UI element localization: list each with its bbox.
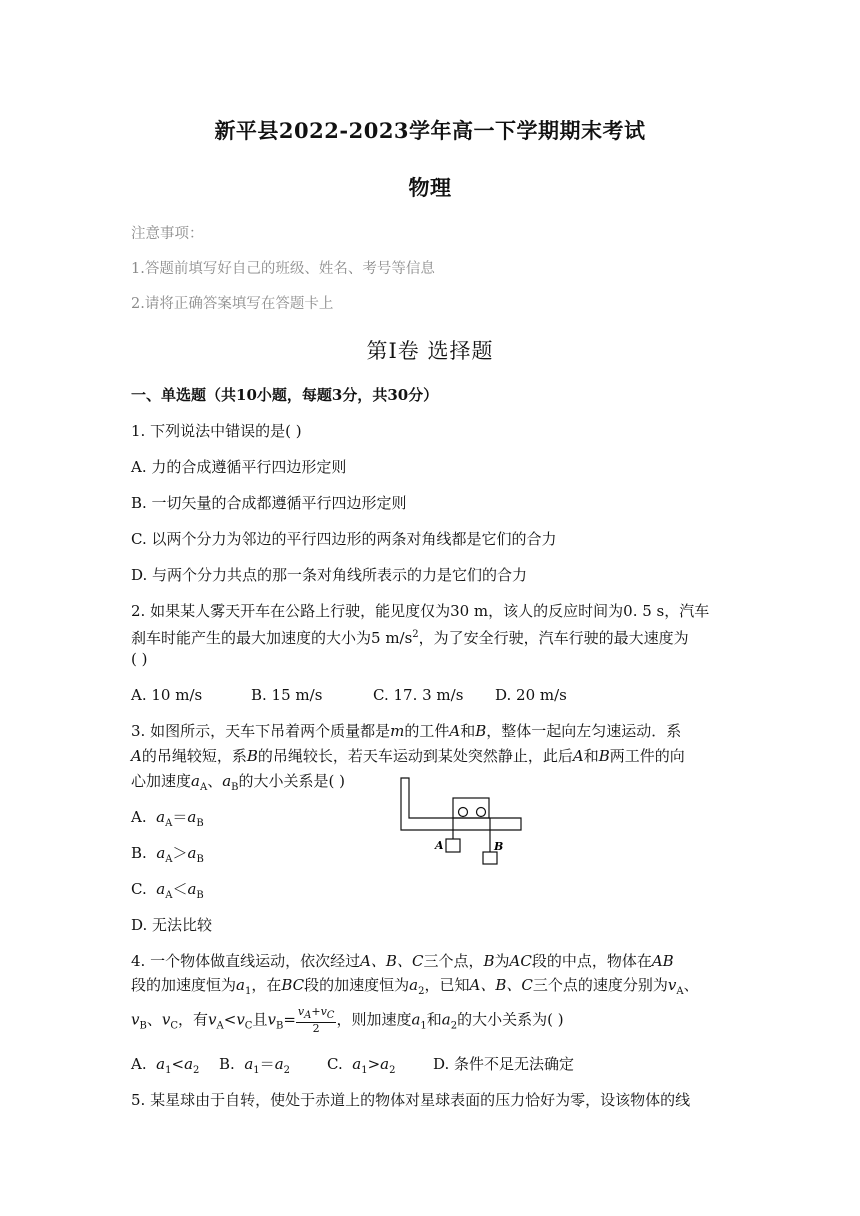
q3-sub: A (165, 818, 173, 829)
volume-title: 第Ⅰ卷 选择题 (366, 339, 494, 363)
crane-beam (401, 778, 521, 830)
subject-title: 物理 (408, 175, 452, 200)
q3-text: 和 (583, 747, 599, 765)
q4-sub: B (275, 1020, 284, 1032)
q3-var-a: A (131, 747, 142, 765)
q3-option-d: D. 无法比较 (131, 916, 213, 934)
q3-text: ，整体一起向左匀速运动．系 (486, 722, 682, 740)
block-b (483, 852, 497, 864)
q4-sub: B (139, 1020, 147, 1032)
q2-option-b: B. 15 m/s (251, 686, 323, 704)
q4-var: v (267, 1010, 276, 1029)
q4-fraction (296, 1006, 337, 1035)
q4-var: v (667, 976, 677, 994)
q4-text: 为 (494, 952, 510, 970)
q4-text: 4. 一个物体做直线运动，依次经过 (131, 952, 361, 970)
q4-var: v (320, 1005, 327, 1018)
q3-var: a (187, 880, 197, 898)
q3-sub: A (165, 854, 173, 865)
q4-stem-line1 (131, 951, 731, 971)
trolley-wheel (477, 808, 486, 817)
q4-var: v (297, 1005, 305, 1018)
q4-var: a (380, 1055, 390, 1073)
q4-options (131, 1054, 731, 1081)
q4-option-d: D. 条件不足无法确定 (433, 1055, 575, 1073)
q3-text: 心加速度 (131, 772, 192, 790)
q3-rel: ＜ (172, 880, 188, 898)
q3-var-m: m (390, 722, 405, 740)
q4-rel: > (367, 1055, 381, 1073)
q4-var: a (409, 976, 419, 994)
q4-text: 的大小关系为( ) (457, 1010, 564, 1029)
q4-text: ，在 (251, 976, 282, 994)
q3-var: a (187, 844, 197, 862)
q4-option-c (327, 1054, 433, 1081)
q3-var-b: B (475, 722, 487, 740)
q4-var: BC (281, 976, 305, 994)
block-a (446, 839, 460, 852)
q2-option-c: C. 17. 3 m/s (373, 686, 464, 704)
q4-sub: C (170, 1020, 178, 1032)
q4-text: 和 (426, 1010, 442, 1029)
q3-text: 和 (460, 722, 476, 740)
q4-sub: 1 (244, 986, 252, 997)
q4-stem-line3 (131, 1006, 731, 1040)
q4-sub: 2 (418, 986, 425, 997)
q4-option-label: B. (219, 1055, 235, 1073)
q3-sub: B (231, 782, 239, 793)
q4-sub: 2 (450, 1020, 458, 1032)
q4-var: B (483, 952, 495, 970)
q3-sub: B (196, 854, 204, 865)
q4-var: a (236, 976, 245, 994)
q3-stem-line1 (131, 721, 731, 741)
q3-text: 的吊绳较长，若天车运动到某处突然静止，此后 (257, 747, 573, 765)
q2-option-d: D. 20 m/s (495, 686, 567, 704)
q4-text: 、 (146, 1010, 162, 1029)
q4-rel: < (171, 1055, 185, 1073)
q3-sub: A (199, 782, 208, 793)
q3-text: 的工件 (404, 722, 450, 740)
q3-var-a-accel: a (191, 772, 200, 790)
q3-text: 两工件的向 (609, 747, 685, 765)
crane-figure (395, 770, 535, 870)
q4-text: ，有 (178, 1010, 209, 1029)
q2-exponent: 2 (412, 629, 419, 640)
q4-sub: 2 (283, 1065, 291, 1076)
q3-var: a (156, 808, 166, 826)
q3-text: 、 (207, 772, 223, 790)
q2-text: ，为了安全行驶，汽车行驶的最大速度为 (418, 629, 689, 647)
q4-var: a (411, 1010, 421, 1029)
section-title: 一、单选题（共10小题，每题3分，共30分） (131, 386, 439, 404)
q4-points: A、B、C (469, 976, 533, 994)
q4-text: 且 (252, 1010, 268, 1029)
q4-sub: 1 (361, 1065, 368, 1076)
notice-heading: 注意事项： (131, 226, 204, 242)
q4-var: AC (509, 952, 532, 970)
q4-text: 段的加速度恒为 (304, 976, 410, 994)
q4-option-b (219, 1054, 327, 1081)
q4-var: v (161, 1010, 171, 1029)
q4-rel: ＝ (259, 1055, 275, 1073)
q4-text: 三个点的速度分别为 (532, 976, 668, 994)
q3-text: 的大小关系是( ) (238, 772, 346, 790)
q4-var: a (274, 1055, 284, 1073)
q4-sub: 1 (420, 1020, 427, 1032)
notice-item-1: 1.答题前填写好自己的班级、姓名、考号等信息 (131, 261, 435, 277)
q3-var: a (187, 808, 197, 826)
q4-var: v (131, 1010, 140, 1029)
q4-var: a (156, 1055, 166, 1073)
q4-sub: A (216, 1020, 224, 1032)
q1-option-a: A. 力的合成遵循平行四边形定则 (131, 458, 347, 476)
q3-var: a (156, 844, 166, 862)
q2-stem-line1: 2. 如果某人雾天开车在公路上行驶，能见度仅为30 m，该人的反应时间为0. 5 s，汽车 (131, 602, 710, 620)
q2-text: 刹车时能产生的最大加速度的大小为5 m/s (131, 629, 413, 647)
q2-stem-line2 (131, 625, 731, 648)
q3-var-a: A (449, 722, 461, 740)
q4-text: 段的加速度恒为 (131, 976, 237, 994)
q4-frac-numerator (296, 1006, 337, 1023)
q4-frac-denominator: 2 (312, 1022, 320, 1036)
q4-sub: 2 (389, 1065, 396, 1076)
q4-sub: 1 (253, 1065, 260, 1076)
q4-var: a (184, 1055, 194, 1073)
q3-option-label: C. (131, 880, 147, 898)
q4-text: 三个点， (423, 952, 484, 970)
q4-sub: 2 (193, 1065, 200, 1076)
q4-text: 段的中点，物体在 (531, 952, 652, 970)
q4-points: A、B、C (360, 952, 424, 970)
q4-sub: C (244, 1020, 253, 1032)
q1-option-d: D. 与两个分力共点的那一条对角线所表示的力是它们的合力 (131, 566, 528, 584)
trolley-wheel (459, 808, 468, 817)
notice-item-2: 2.请将正确答案填写在答题卡上 (131, 296, 334, 312)
q1-stem: 1. 下列说法中错误的是( ) (131, 422, 302, 440)
label-a: A (435, 839, 444, 852)
q3-rel: ＝ (172, 808, 188, 826)
q4-stem-line2 (131, 975, 731, 1002)
q3-var-b: B (246, 747, 258, 765)
q4-var: a (352, 1055, 362, 1073)
q3-text: 3. 如图所示，天车下吊着两个质量都是 (131, 722, 391, 740)
q3-var: a (156, 880, 166, 898)
q1-option-b: B. 一切矢量的合成都遵循平行四边形定则 (131, 494, 407, 512)
q4-option-label: C. (327, 1055, 343, 1073)
q4-rel: < (223, 1010, 237, 1029)
q4-sub: 1 (165, 1065, 172, 1076)
q4-sub: C (326, 1010, 335, 1022)
q2-option-a: A. 10 m/s (131, 686, 203, 704)
q3-var-a: A (572, 747, 584, 765)
q3-text: 的吊绳较短，系 (141, 747, 247, 765)
q3-option-c (131, 879, 731, 906)
q4-text: ，已知 (424, 976, 470, 994)
q4-var: a (441, 1010, 451, 1029)
q3-rel: ＞ (172, 844, 188, 862)
q5-stem-line1: 5. 某星球由于自转，使处于赤道上的物体对星球表面的压力恰好为零，设该物体的线 (131, 1091, 691, 1109)
q4-sub: A (676, 986, 684, 997)
q3-sub: A (165, 890, 173, 901)
q4-var: v (236, 1010, 245, 1029)
q2-stem-line3: ( ) (131, 650, 148, 668)
q4-sub: A (304, 1010, 312, 1022)
q4-text: ，则加速度 (336, 1010, 412, 1029)
q3-option-label: A. (131, 808, 147, 826)
q1-option-c: C. 以两个分力为邻边的平行四边形的两条对角线都是它们的合力 (131, 530, 557, 548)
q3-sub: B (196, 890, 204, 901)
q4-rel: = (283, 1010, 296, 1029)
label-b: B (494, 840, 504, 853)
q4-option-a (131, 1054, 219, 1081)
q4-var: AB (651, 952, 674, 970)
q3-var-b: B (598, 747, 610, 765)
q2-options (131, 685, 731, 705)
q3-sub: B (196, 818, 204, 829)
q3-option-label: B. (131, 844, 147, 862)
q3-stem-line2 (131, 746, 731, 766)
q4-var: v (208, 1010, 217, 1029)
q4-var: a (244, 1055, 254, 1073)
q4-option-label: A. (131, 1055, 147, 1073)
q4-text: 、 (683, 976, 699, 994)
exam-title: 新平县2022-2023学年高一下学期期末考试 (214, 118, 646, 143)
q3-var-a-accel: a (222, 772, 232, 790)
q4-rel: + (311, 1005, 321, 1018)
